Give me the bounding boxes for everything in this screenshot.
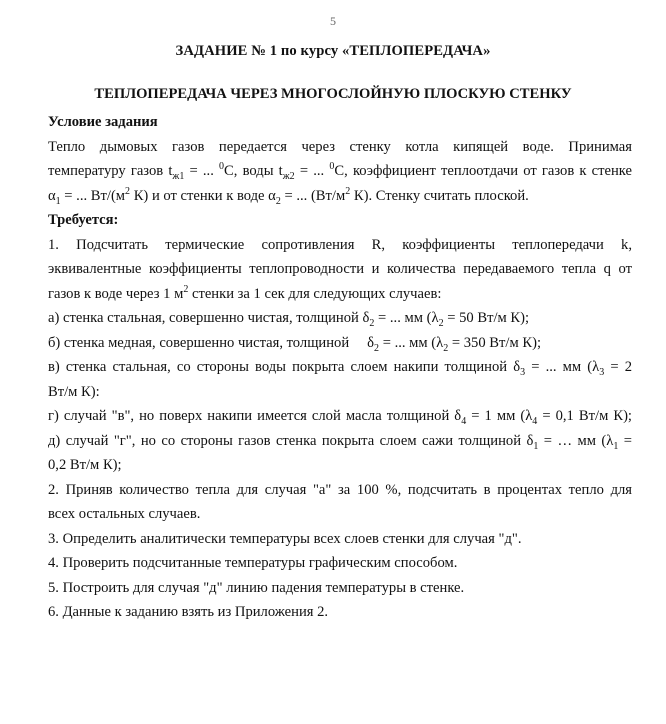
case-v-line-1: в) стенка стальная, со стороны воды покрыта слоем накипи толщиной $\delta_3$ = ... мм ($\lambda_3 = 2$: [48, 359, 633, 378]
case-a: а) стенка стальная, совершенно чистая, толщиной $\delta_2$ = ... мм ($\lambda_2 = 50$ Вт/м К);: [48, 310, 530, 329]
case-b: б) стенка медная, совершенно чистая, толщиной $\delta_2$ = ... мм ($\lambda_2 = 350$ Вт/м К);: [48, 334, 541, 354]
case-v-line-2: Вт/м К):: [48, 383, 100, 400]
item-1-line-2: эквивалентные коэффициенты теплопроводности и количества передаваемого тепла q от: [48, 261, 632, 277]
item-1-line-1: 1. Подсчитать термические сопротивления R, коэффициенты теплопередачи k,: [48, 236, 632, 253]
item-6: 6. Данные к заданию взять из Приложения 2.: [48, 604, 329, 620]
condition-heading: Условие задания: [48, 114, 158, 130]
condition-line-2: температуру газов $t_{ж1}$ = ... $^0$С, воды $t_{ж2}$ = ... $^0$С, коэффициент теплоотдачи от газов к стенке: [48, 161, 633, 182]
item-2-line-1: 2. Приняв количество тепла для случая "а" за 100 %, подсчитать в процентах тепло для: [48, 481, 632, 498]
case-g: г) случай "в", но поверх накипи имеется слой масла толщиной $\delta_4 = 1$ мм ($\lambda_4 = 0,1$ Вт/м К);: [48, 408, 632, 427]
item-2-line-2: всех остальных случаев.: [48, 506, 201, 522]
page-number: 5: [330, 14, 336, 28]
item-4: 4. Проверить подсчитанные температуры графическим способом.: [48, 555, 458, 571]
item-1-line-3: газов к воде через 1 $м^2$ стенки за 1 сек для следующих случаев:: [48, 283, 442, 302]
item-5: 5. Построить для случая "д" линию падения температуры в стенке.: [48, 579, 465, 596]
section-title: ТЕПЛОПЕРЕДАЧА ЧЕРЕЗ МНОГОСЛОЙНУЮ ПЛОСКУЮ СТЕНКУ: [94, 86, 572, 102]
case-d-line-2: 0,2 Вт/м К);: [48, 457, 122, 473]
required-heading: Требуется:: [48, 212, 119, 228]
case-d-line-1: д) случай "г", но со стороны газов стенка покрыта слоем сажи толщиной $\delta_1$ = … мм ($\lambda_1$ =: [48, 432, 632, 452]
condition-line-3: $\alpha_1$ = ... $Вт/(м^2$ К) и от стенки к воде $\alpha_2$ = ... ($Вт/м^2$ К). Стенку считать плоской.: [48, 185, 529, 207]
condition-line-1: Тепло дымовых газов передается через стенку котла кипящей воде. Принимая: [48, 138, 632, 155]
page-title: ЗАДАНИЕ № 1 по курсу «ТЕПЛОПЕРЕДАЧА»: [175, 43, 491, 59]
item-3: 3. Определить аналитически температуры всех слоев стенки для случая "д".: [48, 530, 522, 547]
document-body: [48, 110, 632, 625]
